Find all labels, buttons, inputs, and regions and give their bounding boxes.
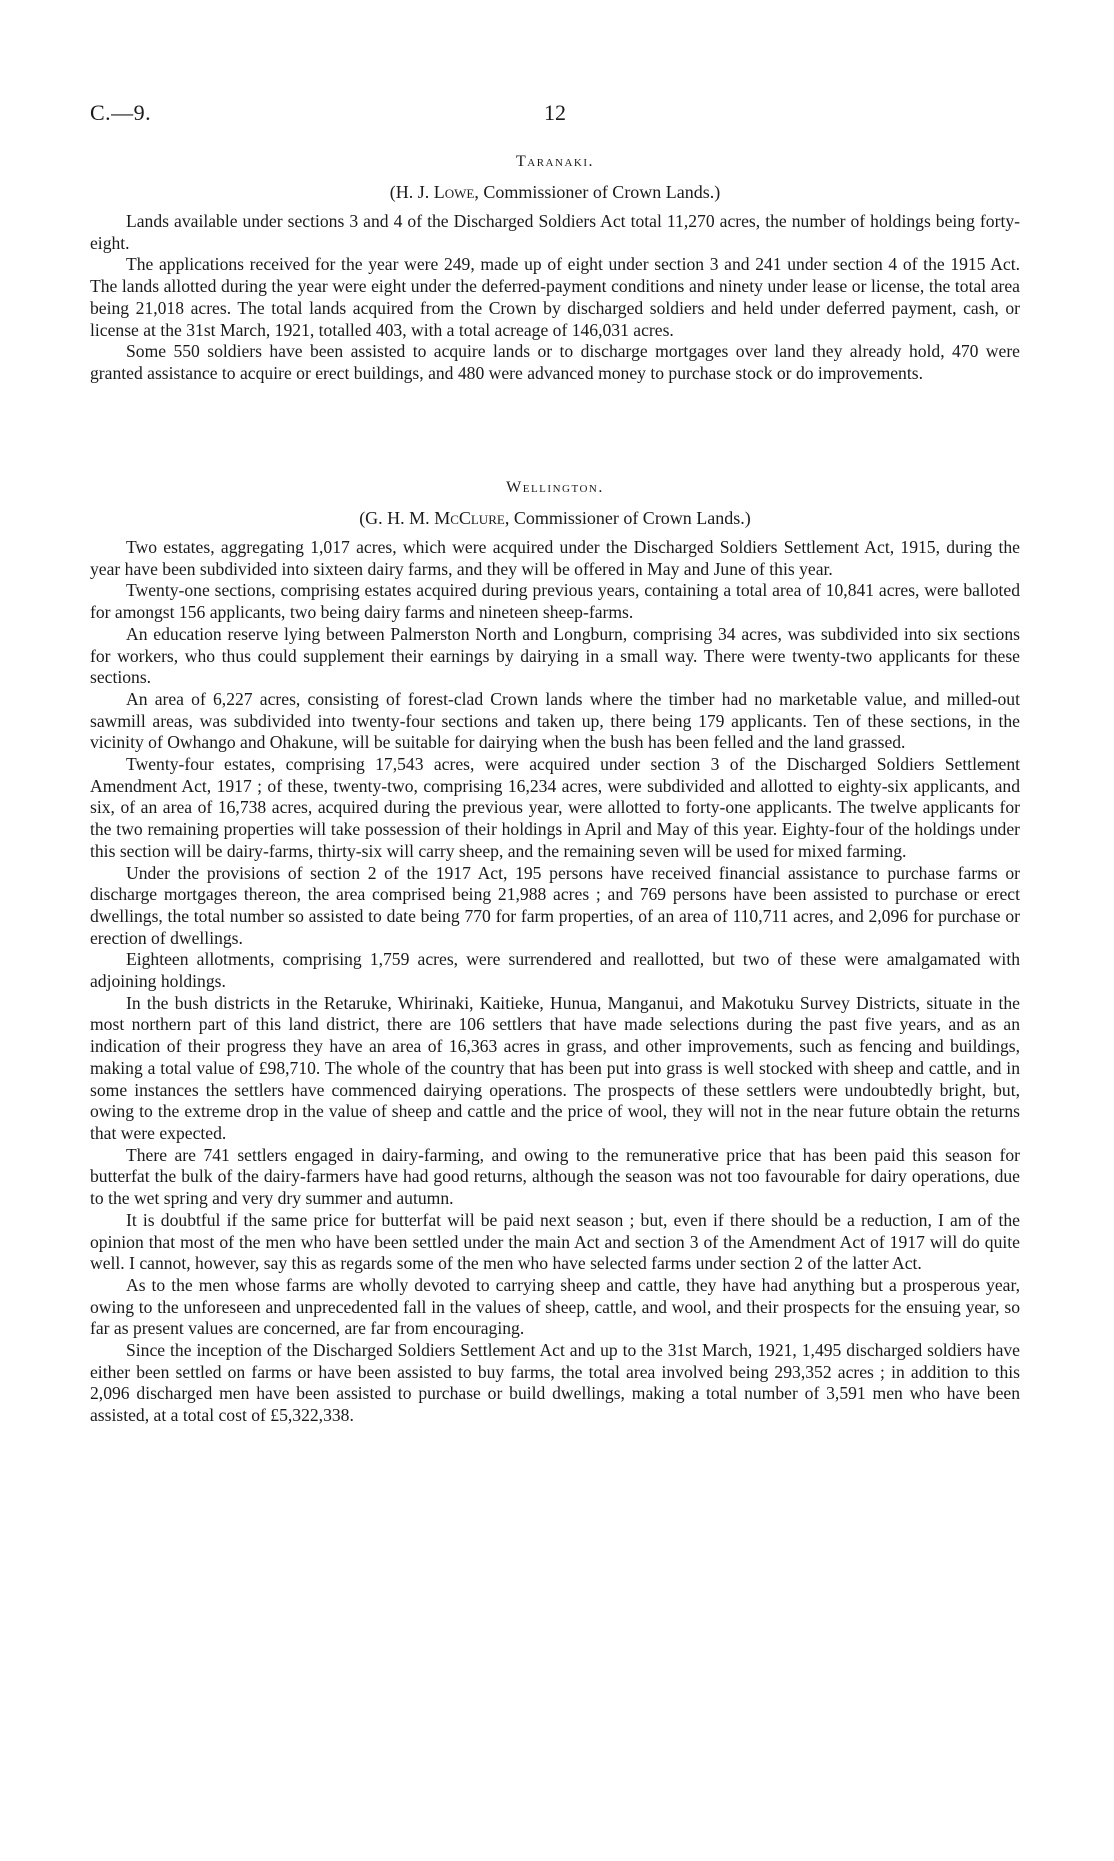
paragraph: Two estates, aggregating 1,017 acres, which were acquired under the Discharged Soldiers Settlement Act, 1915, during the year have been subdivided into sixteen dairy farms, and they will be offered in May and June of this year.: [90, 537, 1020, 579]
commissioner-line: [90, 507, 1020, 529]
commissioner-title: , Commissioner of Crown Lands.): [474, 182, 721, 202]
commissioner-title: , Commissioner of Crown Lands.): [504, 508, 751, 528]
paragraph: There are 741 settlers engaged in dairy-farming, and owing to the remunerative price that has been paid this season for butterfat the bulk of the dairy-farmers have had good returns, although the season was not too favourable for dairy operations, due to the wet spring and very dry summer and autumn.: [90, 1144, 1020, 1209]
paragraph: Under the provisions of section 2 of the 1917 Act, 195 persons have received financial assistance to purchase farms or discharge mortgages thereon, the area comprised being 21,988 acres ; and 769 persons have been assisted to purchase or erect dwellings, the total number so assisted to date being 770 for farm properties, of an area of 110,711 acres, and 2,096 for purchase or erection of dwellings.: [90, 862, 1020, 948]
section-wellington: [90, 478, 1020, 1427]
paragraph: As to the men whose farms are wholly devoted to carrying sheep and cattle, they have had anything but a prosperous year, owing to the unforeseen and unprecedented fall in the values of sheep, cattle, and wool, and their prospects for the ensuing year, so far as present values are concerned, are far from encouraging.: [90, 1274, 1020, 1339]
commissioner-initials: (G. H. M.: [359, 508, 430, 528]
paragraph: It is doubtful if the same price for butterfat will be paid next season ; but, even if there should be a reduction, I am of the opinion that most of the men who have been settled under the main Act and section 3 of the Amendment Act of 1917 will do quite well. I cannot, however, say this as regards some of the men who have selected farms under section 2 of the latter Act.: [90, 1209, 1020, 1274]
section-title: Taranaki.: [516, 153, 594, 170]
paragraph: Lands available under sections 3 and 4 of the Discharged Soldiers Act total 11,270 acres, the number of holdings being forty-eight.: [90, 211, 1020, 253]
page-number: 12: [544, 100, 566, 125]
section-title: Wellington.: [506, 479, 604, 496]
paragraph: An education reserve lying between Palmerston North and Longburn, comprising 34 acres, was subdivided into six sections for workers, who thus could supplement their earnings by dairying in a small way. There were twenty-two applicants for these sections.: [90, 623, 1020, 688]
commissioner-name: Lowe: [433, 182, 475, 202]
commissioner-initials: (H. J.: [389, 182, 430, 202]
paragraph: Twenty-four estates, comprising 17,543 acres, were acquired under section 3 of the Discharged Soldiers Settlement Amendment Act, 1917 ; of these, twenty-two, comprising 16,234 acres, were subdivided and allotted to eighty-six applicants, and six, of an area of 16,738 acres, acquired during the previous year, were allotted to forty-one applicants. The twelve applicants for the two remaining properties will take possession of their holdings in April and May of this year. Eighty-four of the holdings under this section will be dairy-farms, thirty-six will carry sheep, and the remaining seven will be used for mixed farming.: [90, 754, 1020, 861]
paragraph: Eighteen allotments, comprising 1,759 acres, were surrendered and reallotted, but two of these were amalgamated with adjoining holdings.: [90, 949, 1020, 992]
paragraph: The applications received for the year were 249, made up of eight under section 3 and 241 under section 4 of the 1915 Act. The lands allotted during the year were eight under the deferred-payment conditions and ninety under lease or license, the total area being 21,018 acres. The total lands acquired from the Crown by discharged soldiers and held under deferred payment, cash, or license at the 31st March, 1921, totalled 403, with a total acreage of 146,031 acres.: [90, 254, 1020, 340]
commissioner-name: McClure: [434, 508, 505, 528]
section-taranaki: [90, 152, 1020, 385]
paragraph: Since the inception of the Discharged Soldiers Settlement Act and up to the 31st March, 1921, 1,495 discharged soldiers have either been settled on farms or have been assisted to buy farms, the total area involved being 293,352 acres ; in addition to this 2,096 discharged men have been assisted to purchase or build dwellings, making a total number of 3,591 men who have been assisted, at a total cost of £5,322,338.: [90, 1340, 1020, 1426]
paragraph: An area of 6,227 acres, consisting of forest-clad Crown lands where the timber had no marketable value, and milled-out sawmill areas, was subdivided into twenty-four sections and taken up, there being 179 applicants. Ten of these sections, in the vicinity of Owhango and Ohakune, will be suitable for dairying when the bush has been felled and the land grassed.: [90, 688, 1020, 753]
commissioner-line: [90, 181, 1020, 203]
paragraph: In the bush districts in the Retaruke, Whirinaki, Kaitieke, Hunua, Manganui, and Makotuku Survey Districts, situate in the most northern part of this land district, there are 106 settlers that have made selections during the past five years, and as an indication of their progress they have an area of 16,363 acres in grass, and other improvements, such as fencing and buildings, making a total value of £98,710. The whole of the country that has been put into grass is well stocked with sheep and cattle, and in some instances the settlers have commenced dairying operations. The prospects of these settlers were undoubtedly bright, but, owing to the extreme drop in the value of sheep and cattle and the price of wool, they will not in the near future obtain the returns that were expected.: [90, 992, 1020, 1143]
paragraph: Twenty-one sections, comprising estates acquired during previous years, containing a total area of 10,841 acres, were balloted for amongst 156 applicants, two being dairy farms and nineteen sheep-farms.: [90, 580, 1020, 623]
page-header: [90, 100, 1020, 130]
document-reference: C.—9.: [90, 100, 152, 125]
paragraph: Some 550 soldiers have been assisted to acquire lands or to discharge mortgages over land they already hold, 470 were granted assistance to acquire or erect buildings, and 480 were advanced money to purchase stock or do improvements.: [90, 341, 1020, 383]
